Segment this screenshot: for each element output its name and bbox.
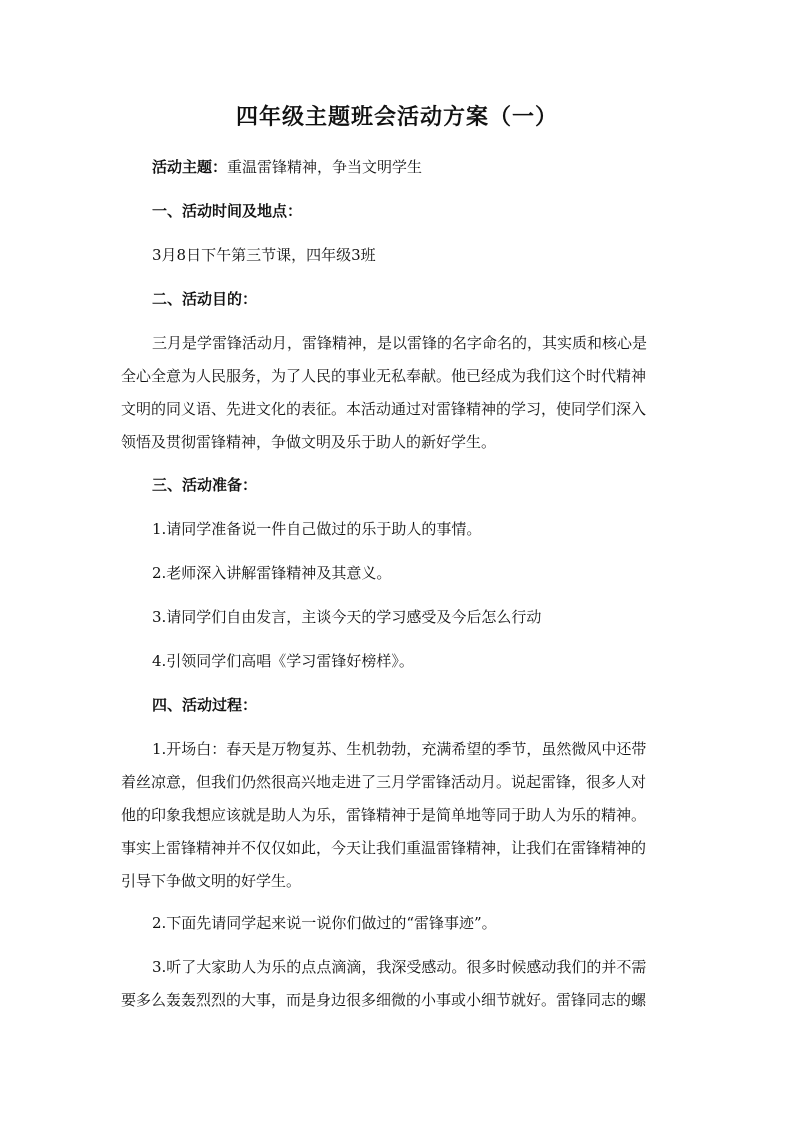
theme-label: 活动主题： xyxy=(152,158,228,176)
paragraph-line: 1.开场白：春天是万物复苏、生机勃勃，充满希望的季节，虽然微风中还带 xyxy=(152,740,647,758)
paragraph-line: 着丝凉意，但我们仍然很高兴地走进了三月学雷锋活动月。说起雷锋，很多人对 xyxy=(121,773,647,791)
list-item: 4.引领同学们高唱《学习雷锋好榜样》。 xyxy=(152,652,414,670)
paragraph-line: 事实上雷锋精神并不仅仅如此，今天让我们重温雷锋精神，让我们在雷锋精神的 xyxy=(121,839,647,857)
section-4-paragraph-2: 2.下面先请同学起来说一说你们做过的“雷锋事迹”。 xyxy=(152,914,497,932)
theme-line xyxy=(152,156,794,177)
document-title: 四年级主题班会活动方案（一） xyxy=(235,104,558,130)
section-4-heading: 四、活动过程： xyxy=(152,696,258,714)
section-2-heading: 二、活动目的： xyxy=(152,290,258,308)
paragraph-line: 要多么轰轰烈烈的大事，而是身边很多细微的小事或小细节就好。雷锋同志的螺 xyxy=(121,991,647,1009)
paragraph-line: 3.听了大家助人为乐的点点滴滴，我深受感动。很多时候感动我们的并不需 xyxy=(152,958,647,976)
paragraph-line: 他的印象我想应该就是助人为乐，雷锋精神于是简单地等同于助人为乐的精神。 xyxy=(121,806,647,824)
paragraph-line: 三月是学雷锋活动月，雷锋精神，是以雷锋的名字命名的，其实质和核心是 xyxy=(152,334,648,352)
section-3-heading: 三、活动准备： xyxy=(152,476,258,494)
list-item: 3.请同学们自由发言，主谈今天的学习感受及今后怎么行动 xyxy=(152,608,542,626)
paragraph-line: 全心全意为人民服务，为了人民的事业无私奉献。他已经成为我们这个时代精神 xyxy=(121,367,647,385)
theme-text: 重温雷锋精神，争当文明学生 xyxy=(227,158,423,176)
list-item: 1.请同学准备说一件自己做过的乐于助人的事情。 xyxy=(152,520,482,538)
paragraph-line: 领悟及贯彻雷锋精神，争做文明及乐于助人的新好学生。 xyxy=(121,433,497,451)
section-1-heading: 一、活动时间及地点： xyxy=(152,202,303,220)
list-item: 2.老师深入讲解雷锋精神及其意义。 xyxy=(152,564,392,582)
section-1-text: 3月8日下午第三节课，四年级3班 xyxy=(152,246,376,264)
paragraph-line: 文明的同义语、先进文化的表征。本活动通过对雷锋精神的学习，使同学们深入 xyxy=(121,400,647,418)
paragraph-line: 引导下争做文明的好学生。 xyxy=(121,872,302,890)
